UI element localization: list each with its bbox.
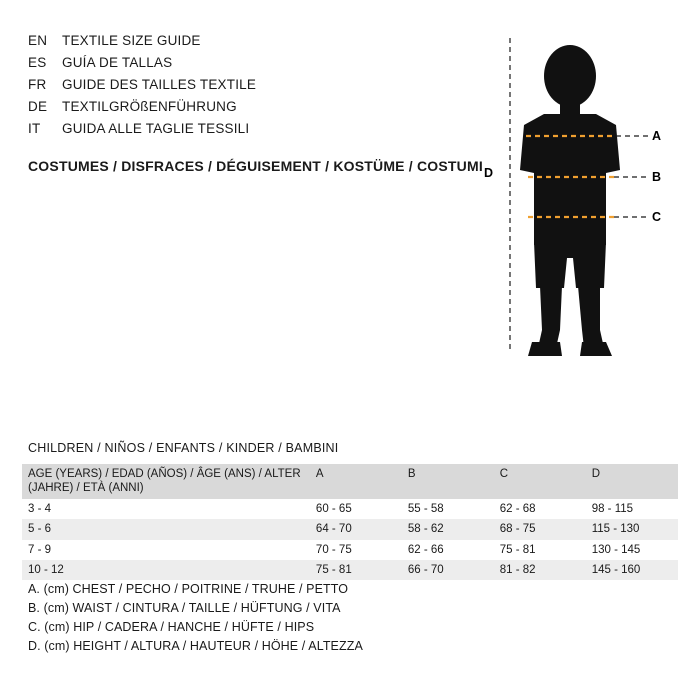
table-row — [22, 519, 678, 539]
cell-a: 70 - 75 — [315, 543, 352, 556]
language-row — [28, 33, 458, 55]
language-row — [28, 55, 458, 77]
language-code: ES — [28, 55, 47, 70]
costumes-subtitle: COSTUMES / DISFRACES / DÉGUISEMENT / KOSTÜME / COSTUMI — [28, 158, 483, 174]
legend-line-a: A. (cm) CHEST / PECHO / POITRINE / TRUHE / PETTO — [28, 582, 349, 596]
figure-label-d: D — [484, 166, 494, 180]
legend-line-b: B. (cm) WAIST / CINTURA / TAILLE / HÜFTUNG / VITA — [28, 601, 341, 615]
language-code: FR — [28, 77, 47, 92]
figure-label-c: C — [652, 210, 662, 224]
figure-label-a: A — [652, 129, 662, 143]
language-title: TEXTILGRÖßENFÜHRUNG — [62, 99, 237, 114]
legend-line-d: D. (cm) HEIGHT / ALTURA / HAUTEUR / HÖHE / ALTEZZA — [28, 639, 363, 653]
header-age: AGE (YEARS) / EDAD (AÑOS) / ÂGE (ANS) / ALTER (JAHRE) / ETÀ (ANNI) — [28, 468, 301, 495]
cell-d: 115 - 130 — [591, 523, 640, 536]
cell-age: 3 - 4 — [28, 502, 52, 515]
cell-a: 75 - 81 — [315, 563, 352, 576]
cell-c: 81 - 82 — [499, 563, 536, 576]
header-c: C — [499, 468, 509, 480]
figure-diagram — [470, 30, 680, 390]
cell-c: 68 - 75 — [499, 523, 536, 536]
header-a: A — [315, 468, 324, 480]
cell-b: 66 - 70 — [407, 563, 444, 576]
cell-b: 55 - 58 — [407, 502, 444, 515]
language-title: TEXTILE SIZE GUIDE — [62, 33, 201, 48]
measurement-legend — [28, 580, 363, 656]
table-row — [22, 499, 678, 519]
cell-d: 98 - 115 — [591, 502, 634, 515]
cell-c: 75 - 81 — [499, 543, 536, 556]
language-row — [28, 77, 458, 99]
language-code: DE — [28, 99, 48, 114]
language-title: GUIDA ALLE TAGLIE TESSILI — [62, 121, 250, 136]
header-b: B — [407, 468, 416, 480]
cell-b: 62 - 66 — [407, 543, 444, 556]
table-row — [22, 540, 678, 560]
header-d: D — [591, 468, 600, 480]
language-code: EN — [28, 33, 48, 48]
language-row — [28, 121, 458, 143]
cell-c: 62 - 68 — [499, 502, 536, 515]
cell-age: 5 - 6 — [28, 523, 52, 536]
figure-label-b: B — [652, 170, 662, 184]
cell-age: 7 - 9 — [28, 543, 52, 556]
child-silhouette-icon — [470, 30, 680, 390]
language-title: GUÍA DE TALLAS — [62, 55, 173, 70]
cell-a: 60 - 65 — [315, 502, 352, 515]
legend-line-c: C. (cm) HIP / CADERA / HANCHE / HÜFTE / HIPS — [28, 620, 315, 634]
cell-d: 130 - 145 — [591, 543, 641, 556]
cell-d: 145 - 160 — [591, 563, 641, 576]
language-list — [28, 33, 458, 143]
table-row — [22, 560, 678, 580]
size-table — [22, 464, 678, 580]
table-group-title: CHILDREN / NIÑOS / ENFANTS / KINDER / BAMBINI — [28, 441, 339, 455]
language-code: IT — [28, 121, 41, 136]
language-title: GUIDE DES TAILLES TEXTILE — [62, 77, 257, 92]
cell-a: 64 - 70 — [315, 523, 352, 536]
language-row — [28, 99, 458, 121]
table-header-row — [22, 464, 678, 499]
cell-b: 58 - 62 — [407, 523, 444, 536]
cell-age: 10 - 12 — [28, 563, 64, 576]
